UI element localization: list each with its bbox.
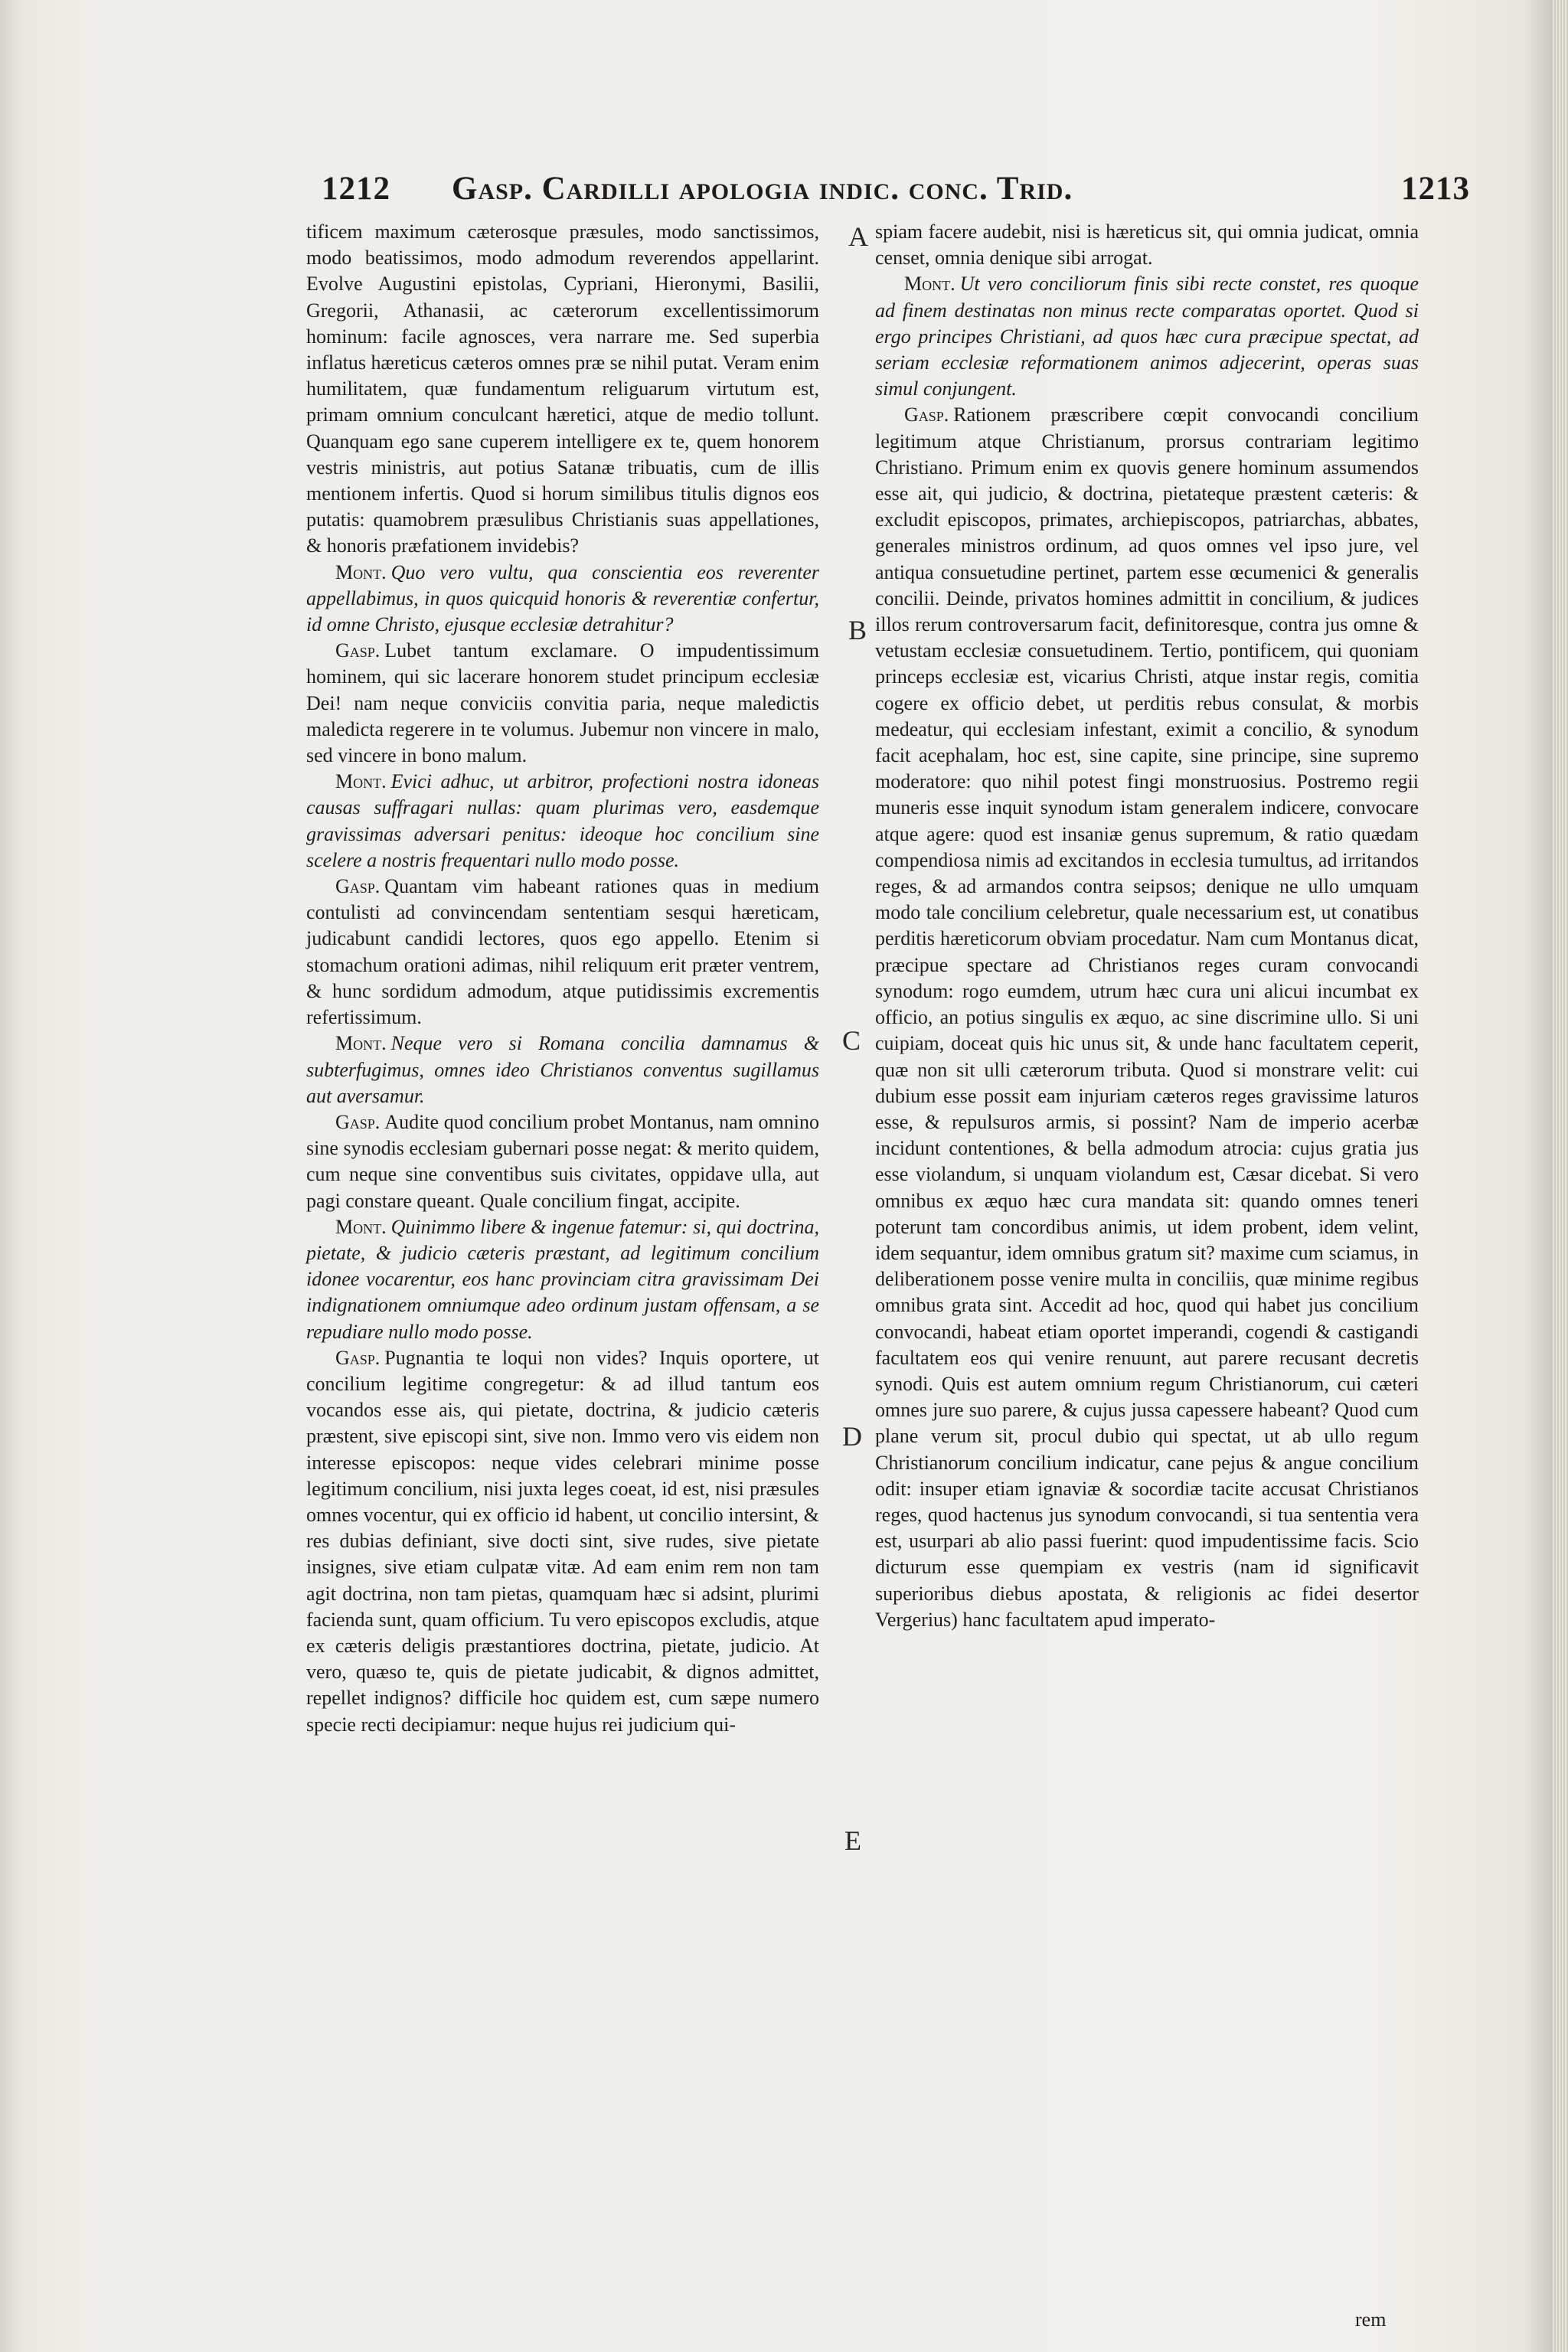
paragraph-text: Lubet tantum exclamare. O impudentissimum hominem, qui sic lacerare honorem studet principum ecclesiæ Dei! nam neque conviciis convitia paria, neque maledictis maledicta regerere in te volumus. Jubemur non vincere in malo, sed vincere in bono malum. — [306, 639, 819, 767]
left-paragraph — [306, 638, 819, 769]
speaker-label: Mont. — [335, 770, 387, 793]
paragraph-text: Neque vero si Romana concilia damnamus & subterfugimus, omnes ideo Christianos conventus sugillamus aut aversamur. — [306, 1032, 819, 1107]
running-title: Gasp. Cardilli apologia indic. conc. Trid. — [452, 171, 1073, 207]
margin-letter-a: A — [848, 221, 868, 252]
left-paragraph — [306, 1031, 819, 1109]
left-paragraph — [306, 219, 819, 560]
page-number-left: 1212 — [322, 171, 390, 207]
paragraph-text: Quo vero vultu, qua conscientia eos reverenter appellabimus, in quos quicquid honoris & reverentiæ confertur, id omne Christo, ejusque ecclesiæ detrahitur? — [306, 560, 819, 636]
speaker-label: Gasp. — [335, 1346, 381, 1369]
speaker-label: Mont. — [904, 273, 956, 296]
left-paragraph — [306, 1214, 819, 1345]
paragraph-text: Pugnantia te loqui non vides? Inquis oportere, ut concilium legitime congregetur: & ad illud tantum eos vocandos esse ais, qui pietate, doctrina, & judicio cæteris præstent, sive episcopi sint, sive non. Immo vero vis eidem non interesse episcopos: neque vides celebrari minime posse legitimum concilium, nisi juxta leges coeat, id est, nisi præsules omnes vocentur, qui ex officio id habent, ut concilio intersint, & res dubias definiant, sive docti sint, sive rudes, sive pietate insignes, sive etiam culpatæ vitæ. Ad eam enim rem non tam agit doctrina, non tam pietas, quamquam hæc si adsint, plurimi facienda sunt, quam officium. Tu vero episcopos excludis, atque ex cæteris deligis præstantiores doctrina, pietate, judicio. At vero, quæso te, quis de pietate judicabit, & dignos admittet, repellet indignos? difficile hoc quidem est, cum sæpe numero specie recti decipiamur: neque hujus rei judicium qui- — [306, 1346, 819, 1736]
running-head — [322, 170, 1470, 216]
margin-letter-b: B — [848, 615, 867, 645]
right-paragraph — [875, 271, 1419, 402]
speaker-label: Gasp. — [335, 639, 381, 662]
right-paragraph — [875, 219, 1419, 271]
speaker-label: Mont. — [335, 1032, 387, 1055]
page-edge — [1551, 0, 1568, 2352]
paragraph-text: Quantam vim habeant rationes quas in medium contulisti ad convincendam sententiam sesqui hæreticam, judicabunt candidi lectores, quos ego appello. Etenim si stomachum orationi adimas, nihil reliquum erit præter ventrem, & hunc sordidum admodum, atque putidissimis excrementis refertissimum. — [306, 875, 819, 1029]
left-paragraph — [306, 560, 819, 639]
speaker-label: Gasp. — [904, 403, 949, 426]
left-paragraph — [306, 874, 819, 1031]
paragraph-text: Evici adhuc, ut arbitror, profectioni nostra idoneas causas suffragari nullas: quam plurimas vero, easdemque gravissimas adversari penitus: ideoque hoc concilium sine scelere a nostris frequentari nullo modo posse. — [306, 770, 819, 871]
speaker-label: Mont. — [335, 560, 387, 583]
margin-letter-e: E — [844, 1825, 861, 1856]
left-paragraph — [306, 769, 819, 874]
left-column — [306, 219, 819, 1738]
left-paragraph — [306, 1345, 819, 1738]
page-number-right: 1213 — [1401, 171, 1470, 207]
paragraph-text: Ut vero conciliorum finis sibi recte constet, res quoque ad finem destinatas non minus recte comparatas oportet. Quod si ergo principes Christiani, ad quos hæc cura præcipue spectat, ad seriam ecclesiæ reformationem animos adjecerint, operas suas simul conjungent. — [875, 273, 1419, 400]
right-column — [875, 219, 1419, 1633]
margin-letter-d: D — [842, 1421, 862, 1452]
right-paragraph — [875, 402, 1419, 1633]
paragraph-text: Audite quod concilium probet Montanus, nam omnino sine synodis ecclesiam gubernari posse negat: & merito quidem, cum neque sine conventibus suis civitates, oppidave ulla, aut pagi constare queant. Quale concilium fingat, accipite. — [306, 1110, 819, 1212]
paragraph-text: Quinimmo libere & ingenue fatemur: si, qui doctrina, pietate, & judicio cæteris præstant, ad legitimum concilium idonee vocarentur, eos hanc provinciam citra gravissimam Dei indignationem omniumque adeo ordinum justam offensam, a se repudiare nullo modo posse. — [306, 1215, 819, 1343]
catchword: rem — [1355, 2308, 1387, 2331]
speaker-label: Mont. — [335, 1215, 387, 1238]
paragraph-text: spiam facere audebit, nisi is hæreticus sit, qui omnia judicat, omnia censet, omnia denique sibi arrogat. — [875, 220, 1419, 270]
paragraph-text: Rationem præscribere cœpit convocandi concilium legitimum atque Christianum, prorsus contrariam legitimo Christiano. Primum enim ex quovis genere hominum assumendos esse ait, qui judicio, & doctrina, pietateque præstent cæteris: & excludit episcopos, primates, archiepiscopos, patriarchas, abbates, generales ministros ordinum, ad quos omnes vel ipso jure, vel antiqua consuetudine pertinet, partem esse œcumenici & generalis concilii. Deinde, privatos homines admittit in concilium, & judices illos rerum controversarum facit, definitoresque, contra jus omne & vetustam ecclesiæ consuetudinem. Tertio, pontificem, qui quoniam princeps ecclesiæ est, vicarius Christi, atque instar regis, comitia cogere ex officio debet, ut perditis rebus consulat, & morbis medeatur, qui ecclesiam infestant, eximit a concilio, & synodum facit acephalam, hoc est, sine capite, sine principe, sine supremo moderatore: quo nihil potest fingi monstruosius. Postremo regii muneris esse inquit synodum istam generalem indicere, convocare atque agere: quod est insaniæ genus supremum, & ratio quædam compendiosa nimis ad excitandos in ecclesia tumultus, ad irritandos reges, & ad armandos contra seipsos; denique ne ullo umquam modo tale concilium celebretur, quale necessarium est, ut conatibus perditis hæreticorum obviam procedatur. Nam cum Montanus dicat, præcipue spectare ad Christianos reges curam convocandi synodum: rogo eumdem, utrum hæc cura uni alicui incumbat ex officio, an potius singulis ex æquo, ac sine discrimine ullo. Si uni cuipiam, doceat quis hic unus sit, & unde hanc facultatem ceperit, quæ non sit ulli cæterorum tributa. Quod si monstrare velit: cui dubium esse possit eam injuriam cæteros reges gravissime laturos esse, & repulsuros armis, si possint? Nam de imperio acerbæ incidunt contentiones, & bella admodum atrocia: cujus gratia jus esse violandum, si unquam violandum est, Cæsar dicebat. Si vero omnibus ex æquo hæc cura mandata sit: quando omnes teneri poterunt tam concordibus animis, ut idem probent, idem velint, idem sequantur, idem omnibus gratum sit? maxime cum sciamus, in deliberationem posse venire multa in conciliis, quæ minime regibus omnibus grata sint. Accedit ad hoc, quod qui habet jus concilium convocandi, habeat etiam oportet imperandi, cogendi & castigandi facultatem eos qui venire renuunt, aut parere recusant decretis synodi. Quis est autem omnium regum Christianorum, cui cæteri omnes jure suo parere, & cujus jussa capessere habeant? Quod cum plane verum sit, procul dubio qui spectat, ut ab ullo regum Christianorum concilium indicatur, cane pejus & angue concilium odit: insuper etiam ignaviæ & socordiæ tacite accusat Christianos reges, quod hactenus jus synodum convocandi, si tua sententia vera est, usurpari ab alio passi fuerint: quod impudentissime facis. Scio dicturum esse quempiam ex vestris (nam id significavit superioribus diebus apostata, & religionis ac fidei desertor Vergerius) hanc facultatem apud imperato- — [875, 403, 1419, 1631]
speaker-label: Gasp. — [335, 875, 381, 898]
margin-letter-c: C — [842, 1025, 861, 1056]
paragraph-text: tificem maximum cæterosque præsules, modo sanctissimos, modo beatissimos, modo admodum reverendos appellarint. Evolve Augustini epistolas, Cypriani, Hieronymi, Basilii, Gregorii, Athanasii, ac cæterorum excellentissimorum hominum: facile agnosces, vera narrare me. Sed superbia inflatus hæreticus cæteros omnes præ se nihil putat. Veram enim humilitatem, quæ fundamentum religuarum virtutum est, primam omnium conculcant hæretici, atque de medio tollunt. Quanquam ego sane cuperem intelligere ex te, quem honorem vestris ministris, aut potius Satanæ tribuatis, cum de illis mentionem infertis. Quod si horum similibus titulis dignos eos putatis: quamobrem præsulibus Christianis suas appellationes, & honoris præfationem invidebis? — [306, 220, 819, 557]
speaker-label: Gasp. — [335, 1110, 381, 1133]
left-paragraph — [306, 1109, 819, 1214]
